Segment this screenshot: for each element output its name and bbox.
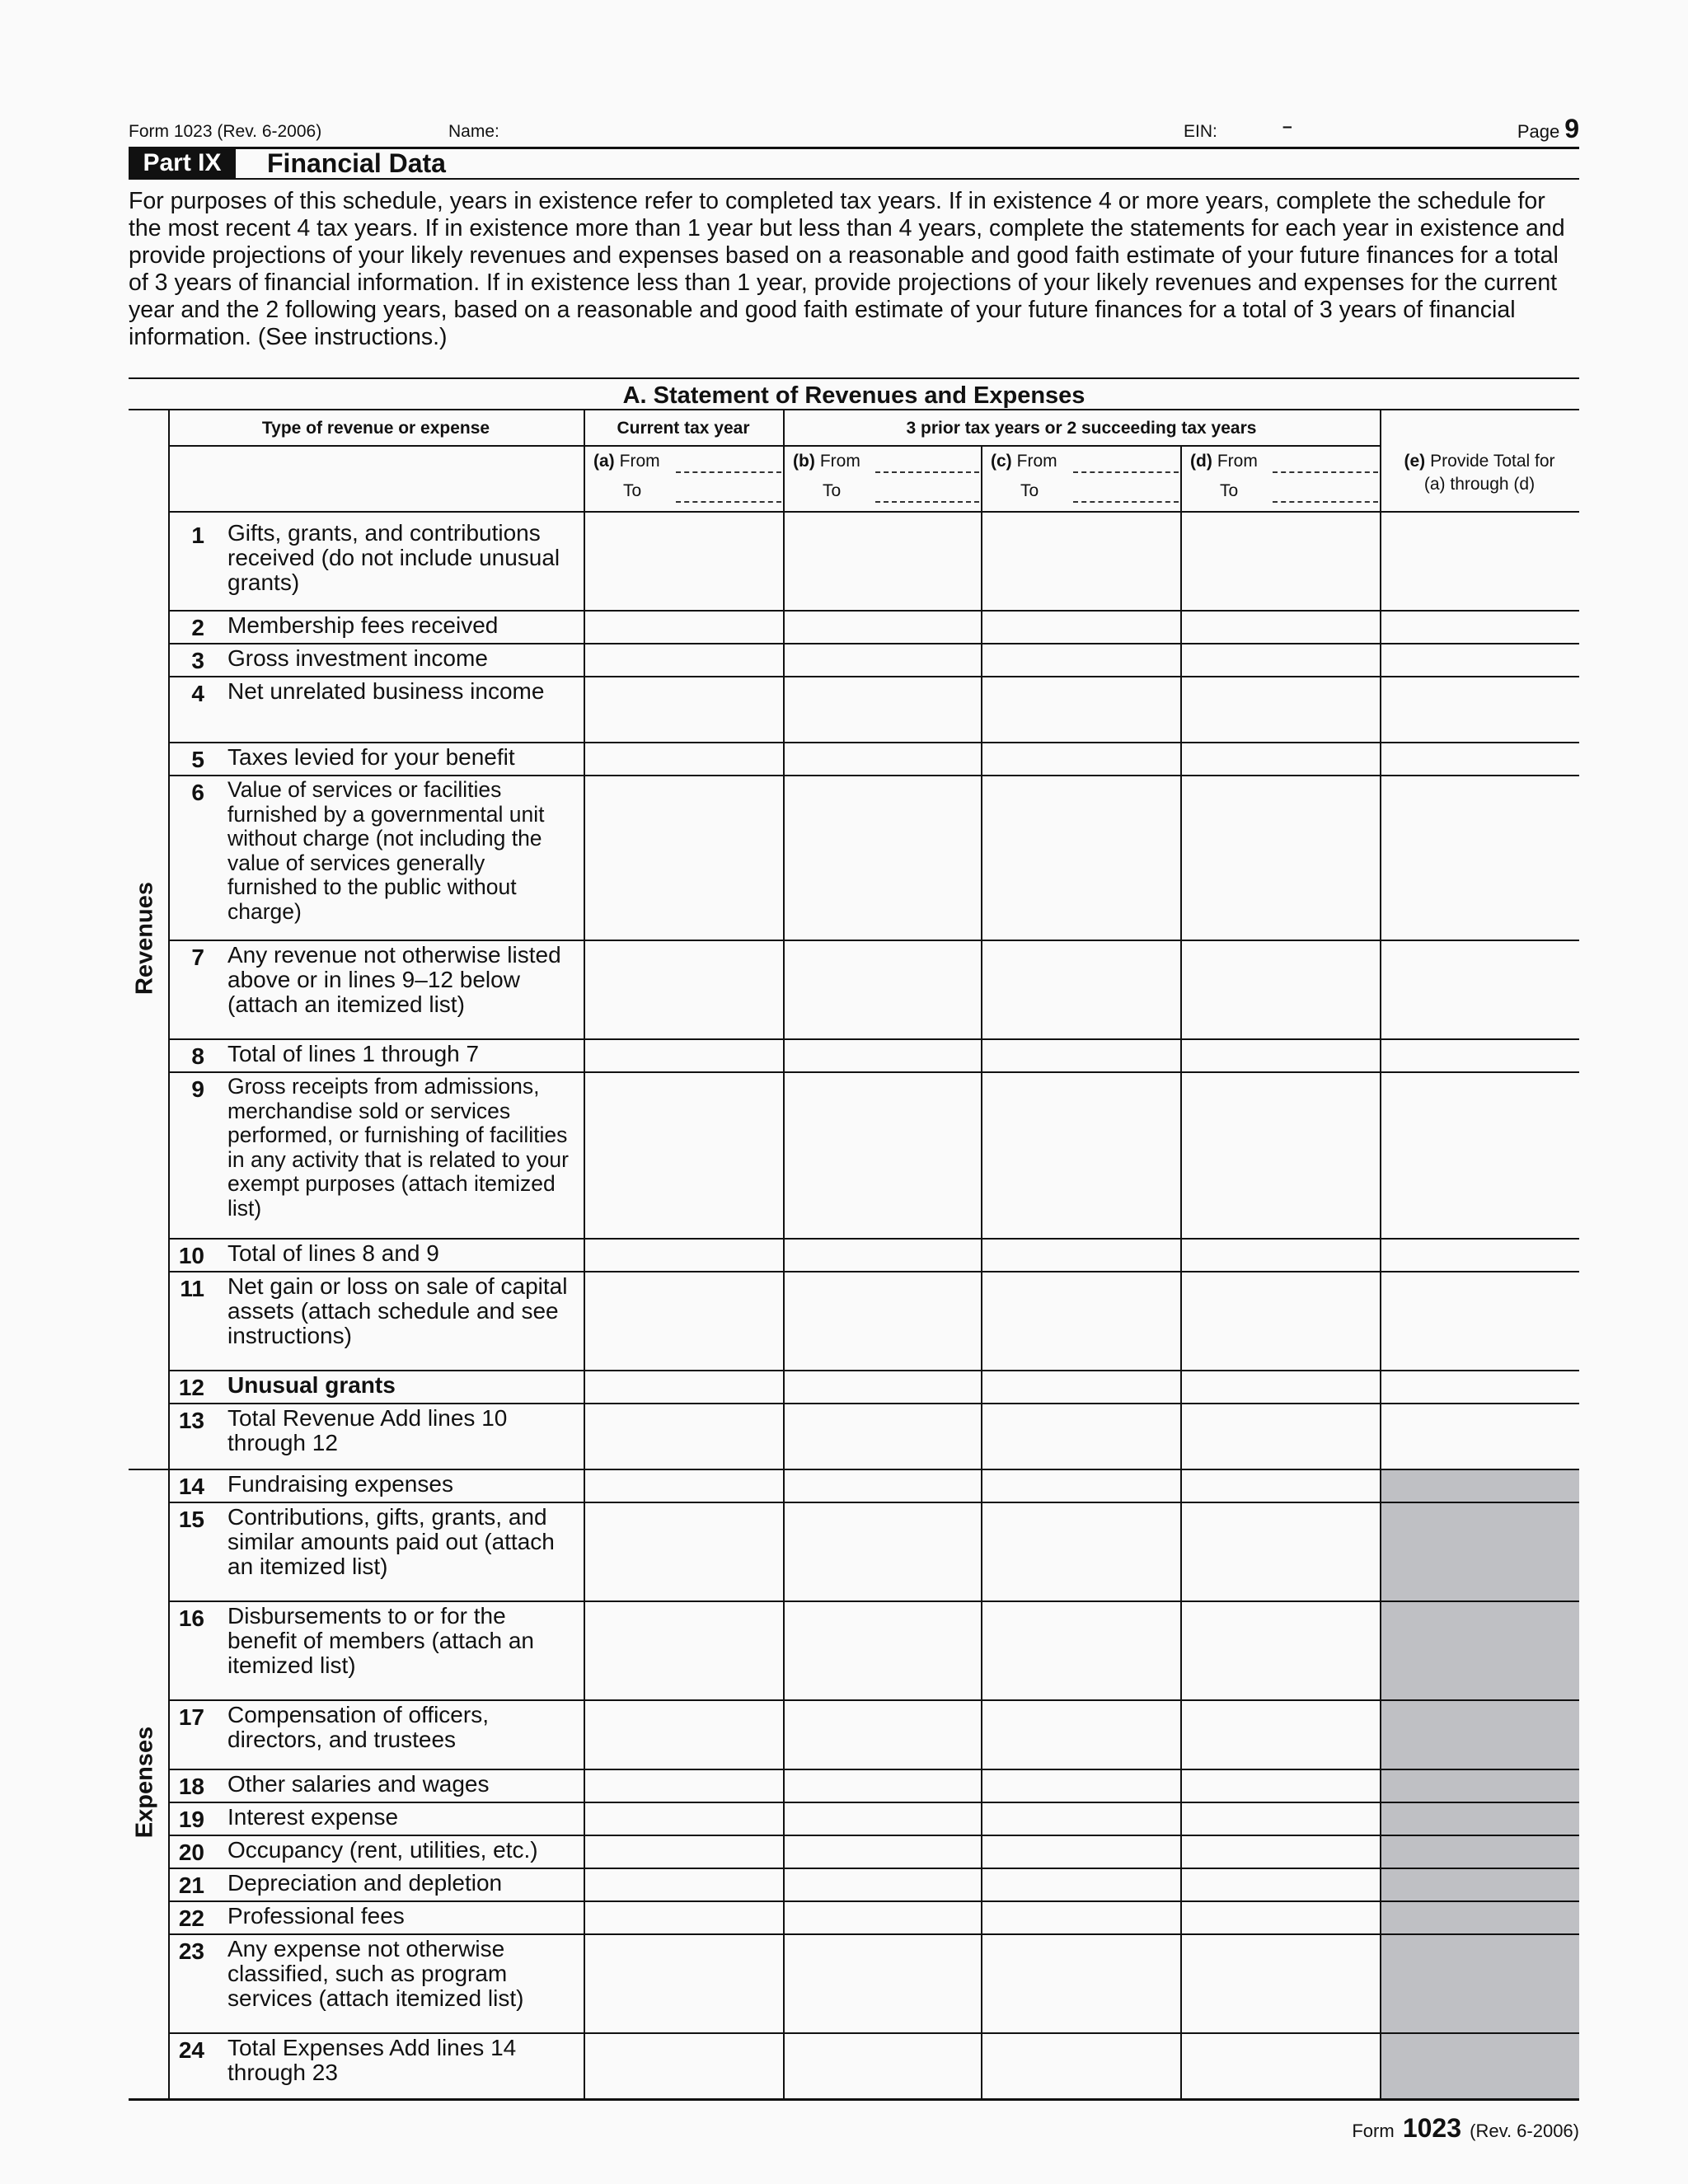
line-18-column-c-cell[interactable] [982,1770,1180,1802]
line-12-column-d-cell[interactable] [1182,1371,1380,1403]
line-8-number: 8 [191,1043,204,1069]
line-3-column-c-cell[interactable] [982,644,1180,676]
line-14-number: 14 [178,1474,204,1499]
column-a-from-field[interactable] [676,471,781,473]
line-17-column-c-cell[interactable] [982,1701,1180,1769]
line-15-column-c-cell[interactable] [982,1503,1180,1601]
line-16-column-a-cell[interactable] [585,1602,783,1699]
line-18-column-a-cell[interactable] [585,1770,783,1802]
column-e-text: Provide Total for [1430,452,1555,471]
line-4-column-d-cell[interactable] [1182,677,1380,742]
line-12-label: Unusual grants [227,1372,396,1398]
line-3-column-d-cell[interactable] [1182,644,1380,676]
line-9-column-a-cell[interactable] [585,1073,783,1238]
line-10-column-e-cell[interactable] [1381,1240,1579,1271]
line-15-column-d-cell[interactable] [1182,1503,1380,1601]
line-16-column-b-cell[interactable] [785,1602,981,1699]
line-24-column-a-cell[interactable] [585,2034,783,2098]
column-e-subtext: (a) through (d) [1423,475,1536,494]
line-5-column-c-cell[interactable] [982,743,1180,775]
line-13-label: Total Revenue Add lines 10 through 12 [227,1405,508,1455]
line-17-label: Compensation of officers, directors, and trustees [227,1702,489,1752]
line-4-column-c-cell[interactable] [982,677,1180,742]
line-11-number: 11 [180,1276,204,1301]
column-a-from-text: From [619,452,660,471]
column-b-from-text: From [819,452,860,471]
revenues-side-label: Revenues [131,882,158,996]
part-tag: Part IX [129,148,236,178]
line-17-column-e-cell [1381,1701,1579,1769]
line-24-label: Total Expenses Add lines 14 through 23 [227,2035,517,2085]
line-24-number: 24 [178,2037,204,2063]
column-b-from-label [793,452,860,471]
ein-dash: – [1282,117,1292,136]
line-24-column-b-cell[interactable] [785,2034,981,2098]
line-6-label: Value of services or facilities furnished by a governmental unit without charge (not including the value of services generally furnished to the public without charge) [227,777,545,924]
line-14-column-d-cell[interactable] [1182,1470,1380,1502]
line-14-column-b-cell[interactable] [785,1470,981,1502]
line-8-column-a-cell[interactable] [585,1040,783,1071]
line-11-label: Net gain or loss on sale of capital assets (attach schedule and see instructions) [227,1273,568,1348]
column-c-from-text: From [1016,452,1057,471]
line-7-column-b-cell[interactable] [785,941,981,1038]
line-5-column-d-cell[interactable] [1182,743,1380,775]
line-12-column-e-cell[interactable] [1381,1371,1579,1403]
line-16-column-e-cell [1381,1602,1579,1699]
expenses-side-label: Expenses [131,1726,158,1839]
footer-form-word: Form [1352,2121,1395,2141]
header-divider [168,445,1380,447]
line-1-column-a-cell[interactable] [585,513,783,610]
part-bar [129,148,1579,180]
line-7-column-a-cell[interactable] [585,941,783,1038]
line-21-label: Depreciation and depletion [227,1870,503,1896]
line-20-column-a-cell[interactable] [585,1836,783,1868]
line-11-column-e-cell[interactable] [1381,1272,1579,1370]
line-7-label: Any revenue not otherwise listed above or in lines 9–12 below (attach an itemized list) [227,942,561,1017]
column-d-to-field[interactable] [1273,501,1378,503]
line-8-column-e-cell[interactable] [1381,1040,1579,1071]
column-d-from-field[interactable] [1273,471,1378,473]
line-3-column-e-cell[interactable] [1381,644,1579,676]
line-2-column-b-cell[interactable] [785,612,981,643]
line-11-column-c-cell[interactable] [982,1272,1180,1370]
line-22-number: 22 [178,1905,204,1931]
line-16-column-d-cell[interactable] [1182,1602,1380,1699]
line-21-column-b-cell[interactable] [785,1869,981,1900]
name-label: Name: [448,122,499,141]
page-header [129,114,1579,149]
table-bottom-rule [129,2098,1579,2101]
line-5-column-a-cell[interactable] [585,743,783,775]
line-2-column-e-cell[interactable] [1381,612,1579,643]
line-12-number: 12 [178,1375,204,1400]
line-12-column-a-cell[interactable] [585,1371,783,1403]
line-23-label: Any expense not otherwise classified, such as program services (attach itemized list) [227,1936,524,2011]
line-5-label: Taxes levied for your benefit [227,744,515,770]
line-1-number: 1 [191,523,204,548]
column-d-from-label [1190,452,1258,471]
footer-revision: (Rev. 6-2006) [1470,2121,1579,2141]
page-number: 9 [1564,114,1579,143]
column-a-to-field[interactable] [676,501,781,503]
line-7-column-d-cell[interactable] [1182,941,1380,1038]
line-21-column-d-cell[interactable] [1182,1869,1380,1900]
line-15-label: Contributions, gifts, grants, and similar amounts paid out (attach an itemized list) [227,1504,555,1579]
line-20-column-b-cell[interactable] [785,1836,981,1868]
line-15-column-a-cell[interactable] [585,1503,783,1601]
line-18-column-e-cell [1381,1770,1579,1802]
line-6-column-c-cell[interactable] [982,776,1180,940]
line-13-number: 13 [178,1408,204,1433]
line-9-number: 9 [191,1076,204,1102]
line-21-column-c-cell[interactable] [982,1869,1180,1900]
column-e-letter: (e) [1404,452,1426,471]
line-14-column-e-cell [1381,1470,1579,1502]
line-5-number: 5 [191,747,204,772]
line-11-column-d-cell[interactable] [1182,1272,1380,1370]
column-c-from-label [991,452,1057,471]
line-12-column-c-cell[interactable] [982,1371,1180,1403]
line-23-column-d-cell[interactable] [1182,1935,1380,2032]
column-b-to-label: To [823,481,842,500]
line-19-label: Interest expense [227,1804,399,1830]
column-b-to-field[interactable] [875,501,979,503]
footer-form-number: 1023 [1402,2113,1461,2143]
line-9-column-d-cell[interactable] [1182,1073,1380,1238]
column-a-letter: (a) [593,452,615,471]
line-10-column-a-cell[interactable] [585,1240,783,1271]
line-9-column-b-cell[interactable] [785,1073,981,1238]
line-10-label: Total of lines 8 and 9 [227,1240,439,1266]
column-b-from-field[interactable] [875,471,979,473]
line-6-column-b-cell[interactable] [785,776,981,940]
line-15-column-b-cell[interactable] [785,1503,981,1601]
line-1-column-b-cell[interactable] [785,513,981,610]
line-9-column-c-cell[interactable] [982,1073,1180,1238]
line-18-label: Other salaries and wages [227,1771,490,1797]
line-4-column-e-cell[interactable] [1381,677,1579,742]
line-4-label: Net unrelated business income [227,678,545,704]
line-10-column-d-cell[interactable] [1182,1240,1380,1271]
line-2-number: 2 [191,615,204,640]
line-15-number: 15 [178,1507,204,1532]
line-9-column-e-cell[interactable] [1381,1073,1579,1238]
line-24-column-c-cell[interactable] [982,2034,1180,2098]
line-4-column-b-cell[interactable] [785,677,981,742]
line-10-column-c-cell[interactable] [982,1240,1180,1271]
line-17-column-b-cell[interactable] [785,1701,981,1769]
line-18-number: 18 [178,1774,204,1799]
line-19-number: 19 [178,1807,204,1832]
line-3-column-a-cell[interactable] [585,644,783,676]
line-2-column-d-cell[interactable] [1182,612,1380,643]
line-3-number: 3 [191,648,204,673]
line-6-column-e-cell[interactable] [1381,776,1579,940]
line-8-column-b-cell[interactable] [785,1040,981,1071]
line-20-label: Occupancy (rent, utilities, etc.) [227,1837,538,1863]
column-c-to-field[interactable] [1073,501,1179,503]
column-d-from-text: From [1217,452,1258,471]
line-19-column-d-cell[interactable] [1182,1803,1380,1835]
line-5-column-e-cell[interactable] [1381,743,1579,775]
line-7-number: 7 [191,944,204,970]
column-c-letter: (c) [991,452,1012,471]
line-6-column-d-cell[interactable] [1182,776,1380,940]
line-23-number: 23 [178,1938,204,1964]
line-22-column-a-cell[interactable] [585,1902,783,1933]
line-2-column-c-cell[interactable] [982,612,1180,643]
line-13-column-c-cell[interactable] [982,1404,1180,1469]
line-3-column-b-cell[interactable] [785,644,981,676]
line-1-column-d-cell[interactable] [1182,513,1380,610]
column-d-to-label: To [1220,481,1239,500]
line-14-column-c-cell[interactable] [982,1470,1180,1502]
column-d-letter: (d) [1190,452,1212,471]
line-23-column-e-cell [1381,1935,1579,2032]
line-23-column-b-cell[interactable] [785,1935,981,2032]
prior-years-header: 3 prior tax years or 2 succeeding tax years [906,419,1257,438]
line-20-column-e-cell [1381,1836,1579,1868]
current-year-header: Current tax year [617,419,750,438]
line-6-number: 6 [191,780,204,805]
line-21-column-a-cell[interactable] [585,1869,783,1900]
line-11-column-b-cell[interactable] [785,1272,981,1370]
part-title: Financial Data [267,148,446,178]
line-8-column-c-cell[interactable] [982,1040,1180,1071]
line-7-column-c-cell[interactable] [982,941,1180,1038]
line-20-column-c-cell[interactable] [982,1836,1180,1868]
type-column-header: Type of revenue or expense [261,419,490,438]
line-9-label: Gross receipts from admissions, merchandise sold or services performed, or furnishing of facilities in any activity that is related to your exempt purposes (attach itemized list) [227,1074,569,1221]
page-footer [1352,2113,1579,2144]
line-17-column-d-cell[interactable] [1182,1701,1380,1769]
line-7-column-e-cell[interactable] [1381,941,1579,1038]
line-10-column-b-cell[interactable] [785,1240,981,1271]
line-1-column-c-cell[interactable] [982,513,1180,610]
line-18-column-b-cell[interactable] [785,1770,981,1802]
line-23-column-a-cell[interactable] [585,1935,783,2032]
line-5-column-b-cell[interactable] [785,743,981,775]
line-8-label: Total of lines 1 through 7 [227,1041,480,1066]
line-1-label: Gifts, grants, and contributions received (do not include unusual grants) [227,520,560,595]
line-15-column-e-cell [1381,1503,1579,1601]
line-18-column-d-cell[interactable] [1182,1770,1380,1802]
line-20-column-d-cell[interactable] [1182,1836,1380,1868]
line-19-column-e-cell [1381,1803,1579,1835]
line-20-number: 20 [178,1840,204,1865]
line-12-column-b-cell[interactable] [785,1371,981,1403]
line-19-column-a-cell[interactable] [585,1803,783,1835]
line-14-column-a-cell[interactable] [585,1470,783,1502]
column-e-header [1380,452,1579,471]
line-24-column-e-cell [1381,2034,1579,2098]
page-number-label: Page 9 [1517,114,1579,143]
column-c-from-field[interactable] [1073,471,1179,473]
line-21-column-e-cell [1381,1869,1579,1900]
line-13-column-d-cell[interactable] [1182,1404,1380,1469]
line-8-column-d-cell[interactable] [1182,1040,1380,1071]
line-16-number: 16 [178,1605,204,1631]
ein-label: EIN: [1184,122,1217,141]
line-22-column-e-cell [1381,1902,1579,1933]
column-b-letter: (b) [793,452,815,471]
column-c-to-label: To [1020,481,1039,500]
line-22-column-b-cell[interactable] [785,1902,981,1933]
line-16-label: Disbursements to or for the benefit of members (attach an itemized list) [227,1603,534,1678]
line-21-number: 21 [178,1872,204,1898]
line-4-column-a-cell[interactable] [585,677,783,742]
line-19-column-c-cell[interactable] [982,1803,1180,1835]
line-13-column-b-cell[interactable] [785,1404,981,1469]
line-23-column-c-cell[interactable] [982,1935,1180,2032]
line-14-label: Fundraising expenses [227,1471,453,1497]
line-2-column-a-cell[interactable] [585,612,783,643]
line-19-column-b-cell[interactable] [785,1803,981,1835]
line-11-column-a-cell[interactable] [585,1272,783,1370]
instructions: For purposes of this schedule, years in existence refer to completed tax years. If in existence 4 or more years, complete the schedule for the most recent 4 tax years. If in existence more than 1 year but less than 4 years, complete the statements for each year in existence and provide projections of your likely revenues and expenses based on a reasonable and good faith estimate of your future finances for a total of 3 years of financial information. If in existence less than 1 year, provide projections of your likely revenues and expenses for the current year and the 2 following years, based on a reasonable and good faith estimate of your future finances for a total of 3 years of financial information. (See instructions.) [129,188,1565,350]
line-17-number: 17 [178,1704,204,1730]
line-4-number: 4 [191,681,204,706]
line-22-label: Professional fees [227,1903,405,1929]
line-6-column-a-cell[interactable] [585,776,783,940]
line-22-column-c-cell[interactable] [982,1902,1180,1933]
column-a-to-label: To [623,481,642,500]
column-a-from-label [593,452,660,471]
line-22-column-d-cell[interactable] [1182,1902,1380,1933]
line-17-column-a-cell[interactable] [585,1701,783,1769]
line-10-number: 10 [178,1243,204,1268]
section-title: A. Statement of Revenues and Expenses [129,377,1579,410]
line-13-column-e-cell[interactable] [1381,1404,1579,1469]
line-1-column-e-cell[interactable] [1381,513,1579,610]
line-3-label: Gross investment income [227,645,488,671]
line-2-label: Membership fees received [227,612,499,638]
line-24-column-d-cell[interactable] [1182,2034,1380,2098]
line-13-column-a-cell[interactable] [585,1404,783,1469]
line-16-column-c-cell[interactable] [982,1602,1180,1699]
form-id: Form 1023 (Rev. 6-2006) [129,122,322,141]
